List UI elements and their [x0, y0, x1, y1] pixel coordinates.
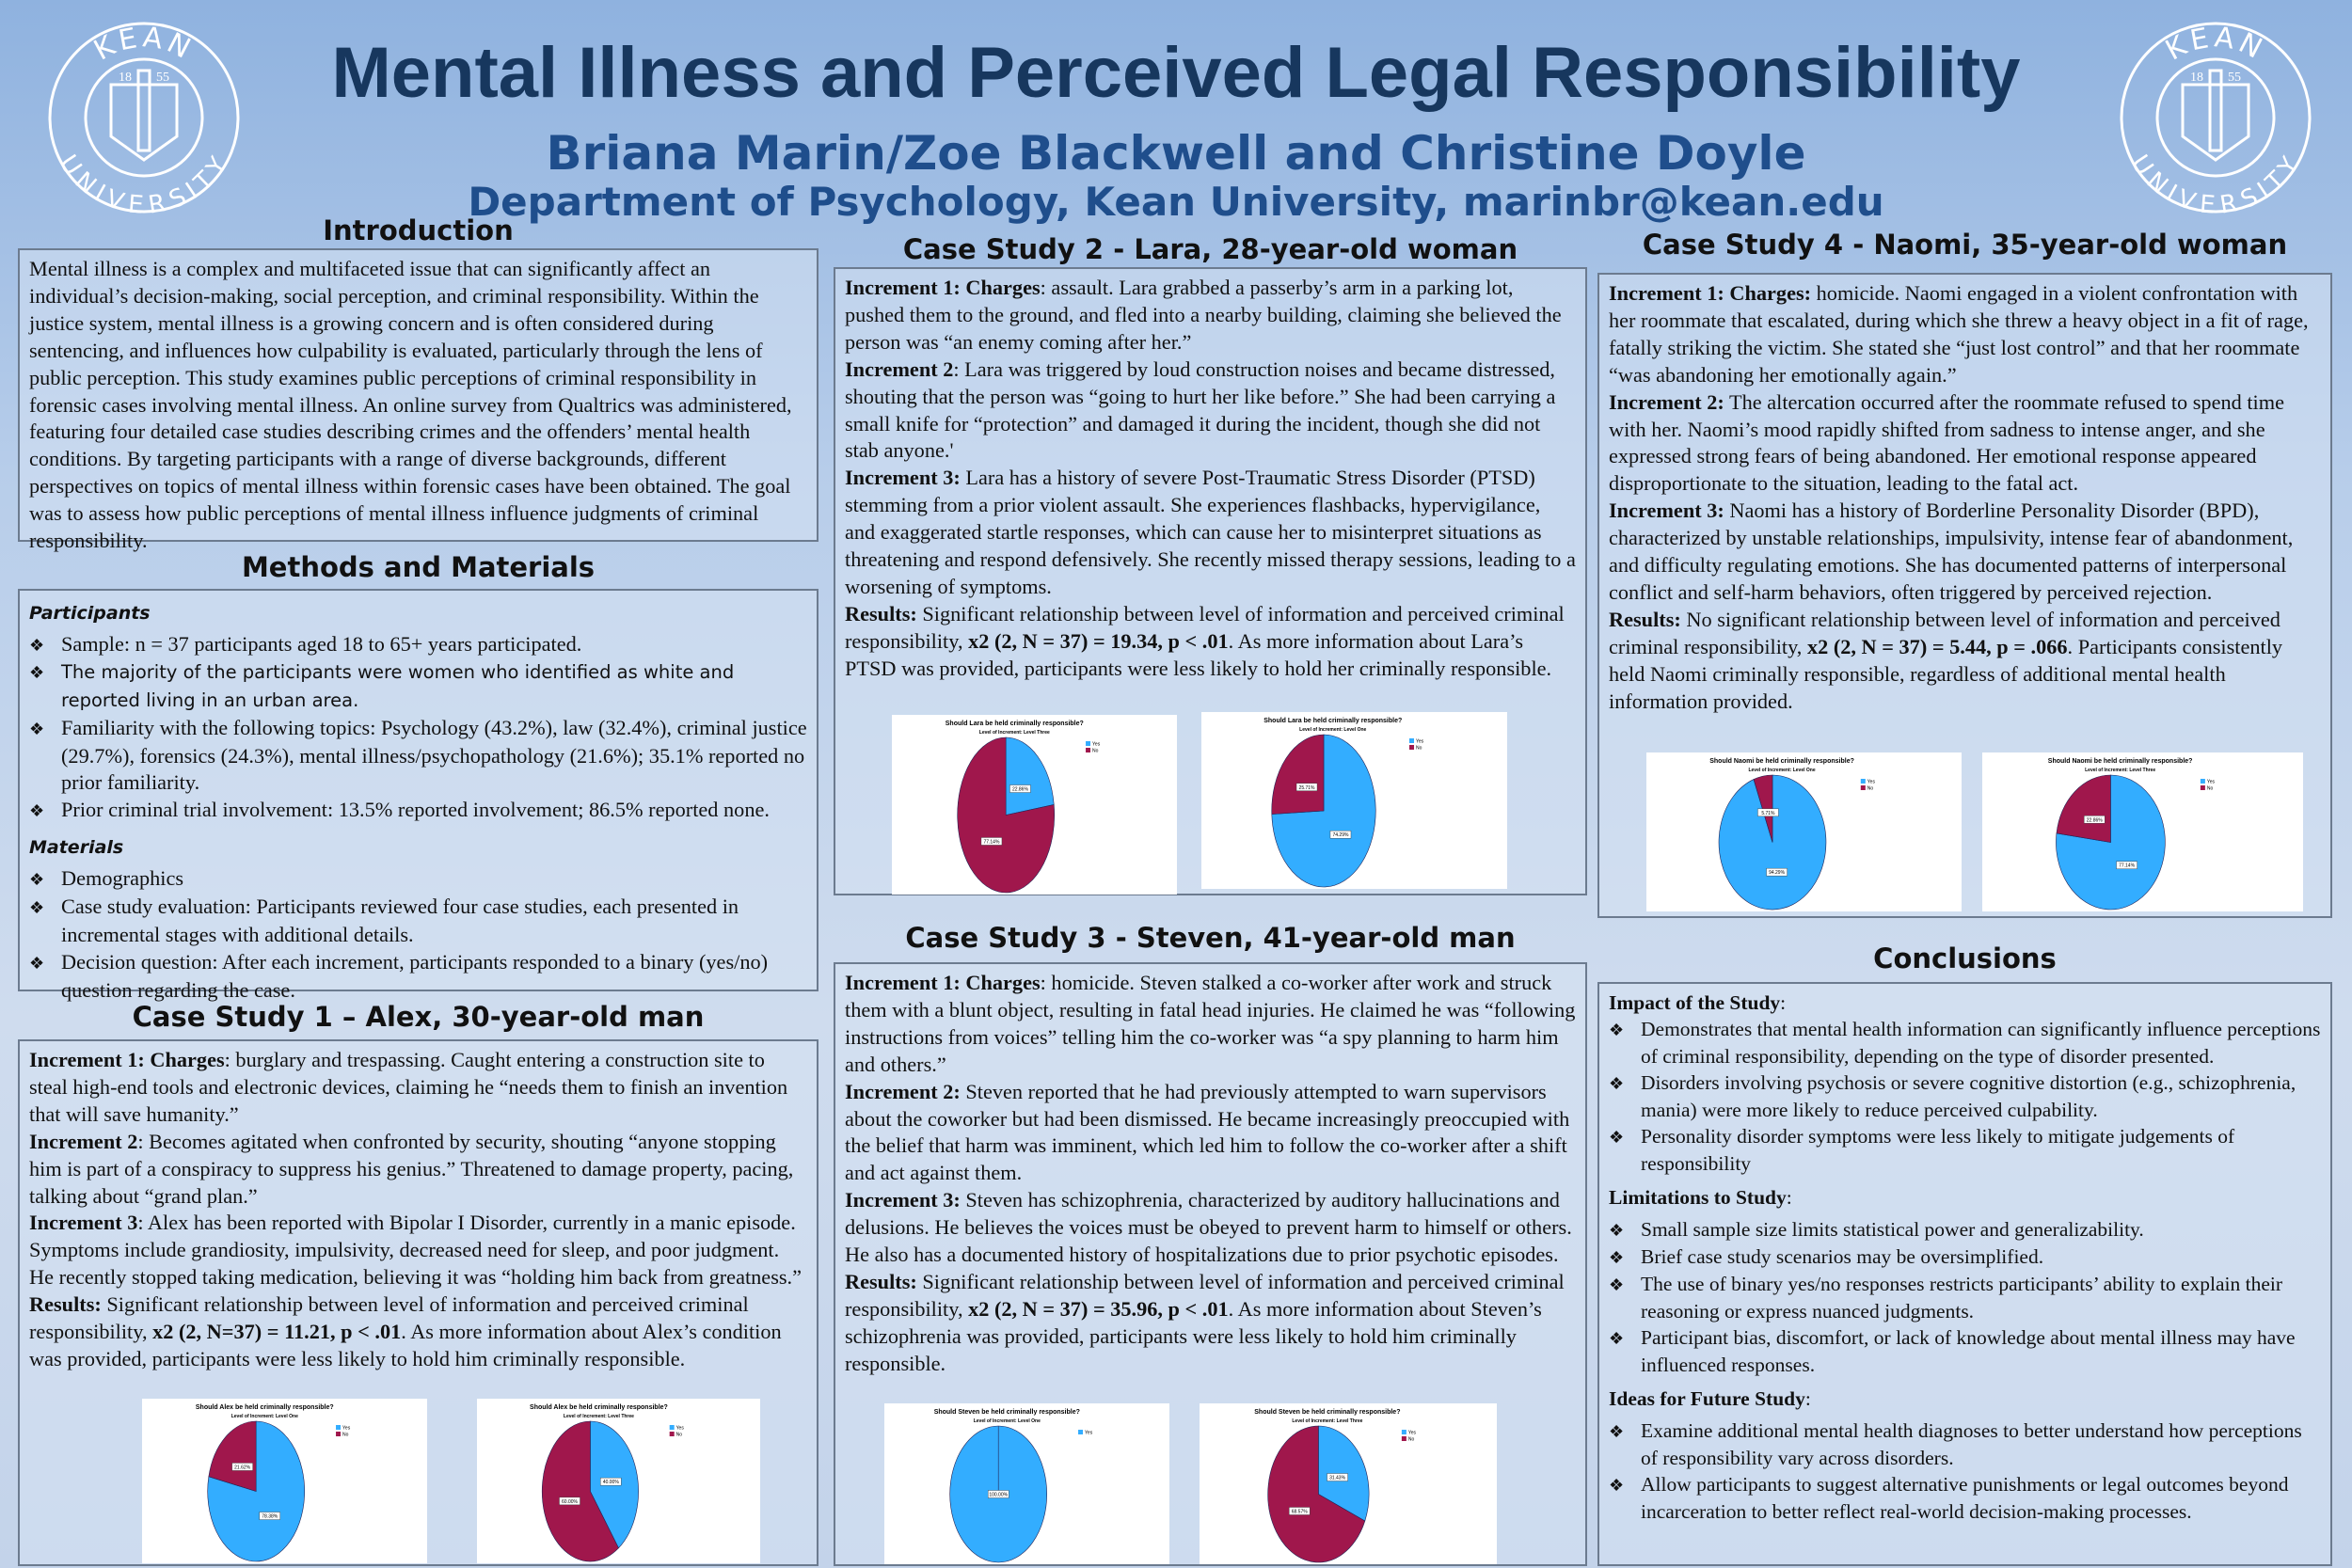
introduction-heading: Introduction — [323, 214, 514, 246]
svg-text:55: 55 — [2228, 71, 2241, 85]
increment-paragraph — [845, 275, 1576, 356]
increment-paragraph — [845, 465, 1576, 601]
future-study-list — [1609, 1418, 2321, 1525]
paragraph-text: Steven reported that he had previously attempted to warn supervisors about the coworker but had been dismissed. He became increasingly preoccupied with the belief that harm was imminent, which led him to follow the co-worker after a shift and act against them. — [845, 1079, 1570, 1185]
list-item: ❖ Demonstrates that mental health information can significantly influence perceptions of criminal responsibility, depending on the type of disorder presented. — [1609, 1016, 2321, 1069]
list-item: ❖ Prior criminal trial involvement: 13.5% reported involvement; 86.5% reported none. — [29, 797, 807, 825]
pie-chart-steven-level-three — [1200, 1403, 1497, 1564]
methods-heading: Methods and Materials — [241, 551, 596, 583]
legend-swatch — [1086, 748, 1090, 752]
legend-swatch — [670, 1425, 675, 1430]
paragraph-label: Increment 1: Charges — [845, 971, 1041, 994]
pie-chart-steven-level-one — [884, 1403, 1169, 1564]
paragraph-label: Results: — [845, 1269, 917, 1293]
paragraph-text: No significant relationship between level of information and perceived criminal responsibility, — [1609, 607, 2280, 658]
paragraph-label: Increment 2: — [1609, 389, 1724, 414]
chart-subtitle: Level of Increment: Level One — [230, 1414, 298, 1419]
chart-title: Should Naomi be held criminally responsible? — [2047, 758, 2193, 765]
list-item: ❖ Case study evaluation: Participants reviewed four case studies, each presented in incremental stages with additional details. — [29, 894, 807, 949]
paragraph-text: . As more information about Lara’s PTSD was provided, participants were less likely to hold her criminally responsible. — [845, 628, 1552, 680]
legend-swatch — [1409, 745, 1414, 750]
legend-swatch — [1086, 741, 1090, 746]
paragraph-text: Lara has a history of severe Post-Traumatic Stress Disorder (PTSD) stemming from a prior violent assault. She experiences flashbacks, hypervigilance, and exaggerated startle responses, which can cause her to misinterpret situations as threatening and respond defensively. She recently missed therapy sessions, leading to a worsening of symptoms. — [845, 466, 1576, 598]
chart-title: Should Steven be held criminally responsible? — [933, 1409, 1080, 1416]
list-item: ❖ Brief case study scenarios may be oversimplified. — [1609, 1243, 2321, 1271]
case-study-2-heading: Case Study 2 - Lara, 28-year-old woman — [902, 233, 1518, 265]
list-item: ❖ Demographics — [29, 865, 807, 894]
increment-paragraph — [1609, 389, 2321, 499]
chart-title: Should Naomi be held criminally responsible? — [1709, 758, 1854, 765]
case-study-3-heading: Case Study 3 - Steven, 41-year-old man — [905, 922, 1516, 954]
legend-label: Yes — [1092, 741, 1101, 748]
chart-subtitle: Level of Increment: Level Three — [978, 730, 1050, 736]
legend-label: Yes — [1416, 738, 1424, 745]
methods-section — [18, 589, 818, 1002]
list-item: ❖ Allow participants to suggest alternative punishments or legal outcomes beyond incarceration to better reflect real-world decision-making processes. — [1609, 1471, 2321, 1525]
paragraph-text: : homicide. Steven stalked a co-worker after work and struck them with a blunt object, resulting in fatal head injuries. He claimed he was “following instructions from voices” telling him the co-worker was “a spy planning to harm him and others.” — [845, 971, 1576, 1076]
svg-text:KEAN: KEAN — [2160, 21, 2271, 68]
statistic-text: x2 (2, N = 37) = 5.44, p = .066 — [1806, 634, 2068, 658]
data-label: 22.86% — [2086, 817, 2103, 824]
data-label: 40.00% — [602, 1480, 619, 1486]
statistic-text: x2 (2, N=37) = 11.21, p < .01 — [152, 1320, 402, 1344]
pie-slice-no — [2057, 775, 2110, 843]
data-label: 60.00% — [562, 1498, 578, 1505]
paragraph-label: Increment 1: Charges — [29, 1048, 225, 1071]
results-paragraph — [29, 1291, 807, 1373]
data-label: 5.71% — [1761, 810, 1775, 816]
legend-swatch — [1402, 1436, 1406, 1441]
pie-chart-lara-level-three — [892, 715, 1177, 895]
list-item: ❖ Sample: n = 37 participants aged 18 to 65+ years participated. — [29, 631, 807, 659]
paragraph-label: Results: — [1609, 607, 1681, 631]
paragraph-label: Results: — [29, 1292, 102, 1317]
legend-swatch — [670, 1432, 675, 1436]
chart-subtitle: Level of Increment: Level Three — [1292, 1418, 1363, 1424]
results-paragraph — [845, 1269, 1576, 1378]
legend-swatch — [2201, 785, 2205, 790]
chart-subtitle: Level of Increment: Level One — [1299, 727, 1367, 733]
paragraph-label: Increment 1: Charges: — [1609, 281, 1812, 305]
data-label: 21.62% — [234, 1465, 251, 1471]
introduction-section — [18, 248, 818, 553]
data-label: 78.38% — [262, 1513, 278, 1520]
increment-paragraph — [29, 1047, 807, 1129]
pie-slice-yes — [1006, 737, 1054, 816]
legend-swatch — [336, 1425, 341, 1430]
paragraph-label: Increment 1: Charges — [845, 276, 1041, 299]
pie-chart-naomi-level-three — [1982, 752, 2303, 911]
list-item: ❖ Personality disorder symptoms were less likely to mitigate judgements of responsibility — [1609, 1123, 2321, 1177]
legend-label: Yes — [1407, 1430, 1417, 1436]
paragraph-text: : Becomes agitated when confronted by security, shouting “anyone stopping him is part of a conspiracy to suppress his genius.” Threatened to damage property, pacing, talking about “grand plan.” — [29, 1129, 794, 1208]
legend-label: Yes — [342, 1425, 351, 1432]
conclusions-heading: Conclusions — [1873, 942, 2057, 974]
results-paragraph — [845, 601, 1576, 683]
paragraph-text: : Alex has been reported with Bipolar I Disorder, currently in a manic episode. Symptoms include grandiosity, impulsivity, decreased need for sleep, and poor judgment. He recently stopped taking medication, believing it was “holding him back from greatness.” — [29, 1211, 803, 1290]
legend-label: Yes — [1867, 779, 1875, 785]
chart-subtitle: Level of Increment: Level One — [1748, 768, 1816, 773]
increment-paragraph — [29, 1129, 807, 1211]
poster-department: Department of Psychology, Kean University, marinbr@kean.edu — [468, 179, 1884, 225]
legend-swatch — [1409, 738, 1414, 743]
future-study-label: Ideas for Future Study — [1609, 1387, 1805, 1410]
paragraph-label: Increment 3: — [1609, 499, 1724, 523]
impact-list — [1609, 1016, 2321, 1177]
paragraph-text: The altercation occurred after the roommate refused to spend time with her. Naomi’s mood rapidly shifted from sadness to intense anger, and she expressed strong fears of being abandoned. Her emotional response appeared disproportionate to the situation, leading to the fatal act. — [1609, 389, 2284, 496]
paragraph-text: : assault. Lara grabbed a passerby’s arm in a parking lot, pushed them to the ground, and fled into a nearby building, claiming she believed the person was “an enemy coming after her.” — [845, 276, 1562, 354]
case-study-1-heading: Case Study 1 – Alex, 30-year-old man — [132, 1001, 705, 1033]
legend-swatch — [1078, 1430, 1083, 1434]
svg-text:18: 18 — [119, 71, 132, 85]
increment-paragraph — [845, 1079, 1576, 1188]
legend-label: No — [1416, 745, 1422, 752]
list-item: ❖ Decision question: After each increment, participants responded to a binary (yes/no) question regarding the case. — [29, 949, 807, 1005]
increment-paragraph — [845, 970, 1576, 1079]
impact-label: Impact of the Study — [1609, 991, 1781, 1014]
participants-subheading: Participants — [29, 603, 151, 624]
legend-label: No — [675, 1432, 683, 1438]
statistic-text: x2 (2, N = 37) = 19.34, p < .01 — [968, 628, 1229, 653]
data-label: 94.29% — [1769, 870, 1786, 877]
legend-label: No — [342, 1432, 349, 1438]
data-label: 25.71% — [1298, 784, 1315, 791]
list-item: ❖ Participant bias, discomfort, or lack of knowledge about mental illness may have influenced responses. — [1609, 1324, 2321, 1378]
data-label: 68.57% — [1291, 1509, 1308, 1515]
conclusions-section: Impact of the Study: ❖ Demonstrates that mental health information can significantly influence perceptions of criminal responsibility, depending on the type of disorder presented. ❖ Disorders involving psychosis or severe cognitive distortion (e.g., schizophrenia, mania) were more likely to reduce perceived culpability. ❖ Personality disorder symptoms were less likely to mitigate judgements of responsibility Limitations to Study: ❖ Small sample size limits statistical power and generalizability. ❖ Brief case study scenarios may be oversimplified. ❖ The use of binary yes/no responses restricts participants’ ability to explain their reasoning or express nuanced judgments. ❖ Participant bias, discomfort, or lack of knowledge about mental illness may have influenced responses. Ideas for Future Study: ❖ Examine additional mental health diagnoses to better understand how perceptions of responsibility vary across disorders. ❖ Allow participants to suggest alternative punishments or legal outcomes beyond incarceration to better reflect real-world decision-making processes. — [1597, 982, 2332, 1566]
legend-label: No — [1092, 748, 1099, 754]
svg-text:UNIVERSITY: UNIVERSITY — [2124, 150, 2307, 216]
increment-paragraph — [1609, 280, 2321, 389]
list-item: ❖ Examine additional mental health diagnoses to better understand how perceptions of responsibility vary across disorders. — [1609, 1418, 2321, 1471]
data-label: 77.14% — [983, 839, 1000, 846]
list-item: ❖ Disorders involving psychosis or severe cognitive distortion (e.g., schizophrenia, mania) were more likely to reduce perceived culpability. — [1609, 1069, 2321, 1123]
data-label: 22.86% — [1011, 786, 1028, 793]
paragraph-text: . Participants consistently held Naomi criminally responsible, regardless of additional mental health information provided. — [1609, 634, 2283, 713]
paragraph-label: Increment 3: — [845, 466, 961, 490]
list-item: ❖ The use of binary yes/no responses restricts participants’ ability to explain their reasoning or express nuanced judgments. — [1609, 1271, 2321, 1324]
paragraph-text: Significant relationship between level of information and perceived criminal responsibility, — [845, 1269, 1565, 1321]
increment-paragraph — [845, 1187, 1576, 1269]
chart-subtitle: Level of Increment: Level Three — [563, 1414, 634, 1419]
statistic-text: x2 (2, N = 37) = 35.96, p < .01 — [968, 1296, 1229, 1321]
pie-chart-lara-level-one — [1201, 712, 1507, 889]
legend-swatch — [2201, 779, 2205, 784]
poster-title: Mental Illness and Perceived Legal Responsibility — [331, 33, 2021, 113]
results-paragraph — [1609, 607, 2321, 716]
legend-label: Yes — [675, 1425, 684, 1432]
paragraph-label: Increment 2: — [845, 1079, 961, 1103]
legend-swatch — [1402, 1430, 1406, 1434]
introduction-text: Mental illness is a complex and multifaceted issue that can significantly affect an individual’s decision-making, social perception, and criminal responsibility. Within the justice system, mental illness is a growing concern and is often considered during sentencing, and influences how culpability is evaluated, particularly through the lens of public perception. This study examines public perceptions of criminal responsibility in forensic cases involving mental illness. An online survey from Qualtrics was administered, featuring four detailed case studies describing crimes and the offenders’ mental health conditions. By targeting participants with a range of diverse backgrounds, different perspectives on topics of mental illness within forensic cases have been obtained. The goal was to assess how public perceptions of mental illness influence judgments of criminal responsibility. — [29, 257, 792, 553]
legend-label: No — [2206, 785, 2214, 792]
chart-subtitle: Level of Increment: Level Three — [2085, 768, 2156, 773]
list-item: ❖ Familiarity with the following topics: Psychology (43.2%), law (32.4%), criminal justice (29.7%), forensics (24.3%), mental illness/psychopathology (21.6%); 35.1% reported no prior familiarity. — [29, 715, 807, 798]
svg-text:18: 18 — [2190, 71, 2203, 85]
paragraph-text: : Lara was triggered by loud construction noises and became distressed, shouting that the person was “going to hurt her like before.” She had been carrying a small knife for “protection” and damaged it during the incident, though she did not stab anyone.' — [845, 356, 1556, 463]
legend-label: Yes — [1085, 1430, 1093, 1436]
paragraph-label: Increment 2 — [845, 356, 954, 381]
data-label: 77.14% — [2119, 863, 2136, 869]
case-study-4-heading: Case Study 4 - Naomi, 35-year-old woman — [1642, 229, 2288, 261]
chart-title: Should Alex be held criminally responsible? — [195, 1404, 334, 1411]
chart-title: Should Lara be held criminally responsible? — [1263, 718, 1403, 724]
pie-slice-no — [1272, 735, 1324, 815]
chart-title: Should Lara be held criminally responsible? — [945, 721, 1084, 727]
paragraph-text: Significant relationship between level of information and perceived criminal responsibility, — [845, 601, 1565, 653]
data-label: 31.43% — [1329, 1475, 1346, 1481]
svg-text:55: 55 — [156, 71, 169, 85]
svg-text:UNIVERSITY: UNIVERSITY — [53, 150, 235, 216]
increment-paragraph — [1609, 498, 2321, 607]
paragraph-label: Increment 3 — [29, 1211, 138, 1235]
paragraph-text: homicide. Naomi engaged in a violent confrontation with her roommate that escalated, during which she threw a heavy object in a fit of rage, fatally striking the victim. She stated she “just lost control” and that her roommate “was abandoning her emotionally again.” — [1609, 281, 2309, 387]
paragraph-label: Increment 2 — [29, 1129, 138, 1153]
materials-subheading: Materials — [29, 837, 124, 859]
pie-chart-alex-level-three — [477, 1399, 760, 1563]
pie-chart-naomi-level-one — [1646, 752, 1962, 911]
chart-title: Should Steven be held criminally responsible? — [1254, 1409, 1401, 1416]
data-label: 100.00% — [989, 1492, 1009, 1498]
legend-label: No — [1867, 785, 1874, 792]
limitations-label: Limitations to Study — [1609, 1186, 1787, 1209]
paragraph-text: Significant relationship between level of information and perceived criminal responsibility, — [29, 1292, 749, 1344]
chart-title: Should Alex be held criminally responsible? — [530, 1404, 668, 1411]
chart-subtitle: Level of Increment: Level One — [973, 1418, 1041, 1424]
list-item: ❖ Small sample size limits statistical power and generalizability. — [1609, 1216, 2321, 1243]
svg-text:KEAN: KEAN — [88, 21, 199, 68]
increment-paragraph — [29, 1210, 807, 1291]
paragraph-label: Results: — [845, 601, 917, 626]
poster-authors: Briana Marin/Zoe Blackwell and Christine Doyle — [546, 126, 1806, 181]
legend-label: Yes — [2206, 779, 2216, 785]
legend-swatch — [1861, 785, 1866, 790]
paragraph-text: Steven has schizophrenia, characterized by auditory hallucinations and delusions. He believes the voices must be obeyed to prevent harm to himself or others. He also has a documented history of hospitalizations due to prior psychotic episodes. — [845, 1188, 1572, 1267]
paragraph-text: . As more information about Alex’s condition was provided, participants were less likely to hold him criminally responsible. — [29, 1320, 782, 1370]
paragraph-text: : burglary and trespassing. Caught entering a construction site to steal high-end tools and electronic devices, claiming he “needs them to finish an invention that will save humanity.” — [29, 1048, 788, 1126]
limitations-list — [1609, 1216, 2321, 1378]
legend-swatch — [1861, 779, 1866, 784]
participants-list — [29, 631, 807, 825]
paragraph-text: . As more information about Steven’s schizophrenia was provided, participants were less likely to hold him criminally responsible. — [845, 1296, 1542, 1375]
legend-swatch — [336, 1432, 341, 1436]
increment-paragraph — [845, 356, 1576, 466]
legend-label: No — [1407, 1436, 1415, 1443]
paragraph-label: Increment 3: — [845, 1188, 961, 1212]
list-item: ❖ The majority of the participants were women who identified as white and reported living in an urban area. — [29, 659, 807, 715]
pie-chart-alex-level-one — [142, 1399, 427, 1563]
paragraph-text: Naomi has a history of Borderline Personality Disorder (BPD), characterized by unstable relationships, impulsivity, intense fear of abandonment, and difficulty regulating emotions. She has documented patterns of interpersonal conflict and self-harm behaviors, often triggered by perceived rejection. — [1609, 499, 2294, 604]
materials-list — [29, 865, 807, 1005]
data-label: 74.29% — [1332, 832, 1349, 839]
